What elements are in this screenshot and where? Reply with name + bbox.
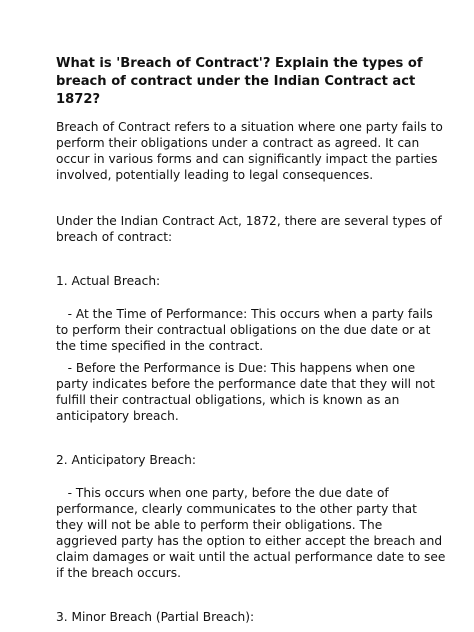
section-heading-minor-breach: 3. Minor Breach (Partial Breach): bbox=[56, 610, 255, 624]
actual-breach-before-performance: - Before the Performance is Due: This happens when one party indicates before the performance date that they will not fulfill their contractual obligations, which is known as an anticipatory breach. bbox=[56, 361, 439, 423]
intro-paragraph: Breach of Contract refers to a situation where one party fails to perform their obligations under a contract as agreed. It can occur in various forms and can significantly impact the parties involved, potentially leading to legal consequences. bbox=[56, 120, 447, 182]
document-title: What is 'Breach of Contract'? Explain the types of breach of contract under the Indian Contract act 1872? bbox=[56, 56, 423, 107]
document-content bbox=[56, 55, 450, 625]
anticipatory-breach-description: - This occurs when one party, before the due date of performance, clearly communicates to the other party that they will not be able to perform their obligations. The aggrieved party has the option to either accept the breach and claim damages or wait until the actual performance date to see if the breach occurs. bbox=[56, 486, 450, 580]
section-heading-anticipatory-breach: 2. Anticipatory Breach: bbox=[56, 453, 196, 467]
types-intro-paragraph: Under the Indian Contract Act, 1872, there are several types of breach of contract: bbox=[56, 214, 446, 244]
section-heading-actual-breach: 1. Actual Breach: bbox=[56, 274, 161, 288]
actual-breach-time-of-performance: - At the Time of Performance: This occurs when a party fails to perform their contractual obligations on the due date or at the time specified in the contract. bbox=[56, 307, 437, 353]
